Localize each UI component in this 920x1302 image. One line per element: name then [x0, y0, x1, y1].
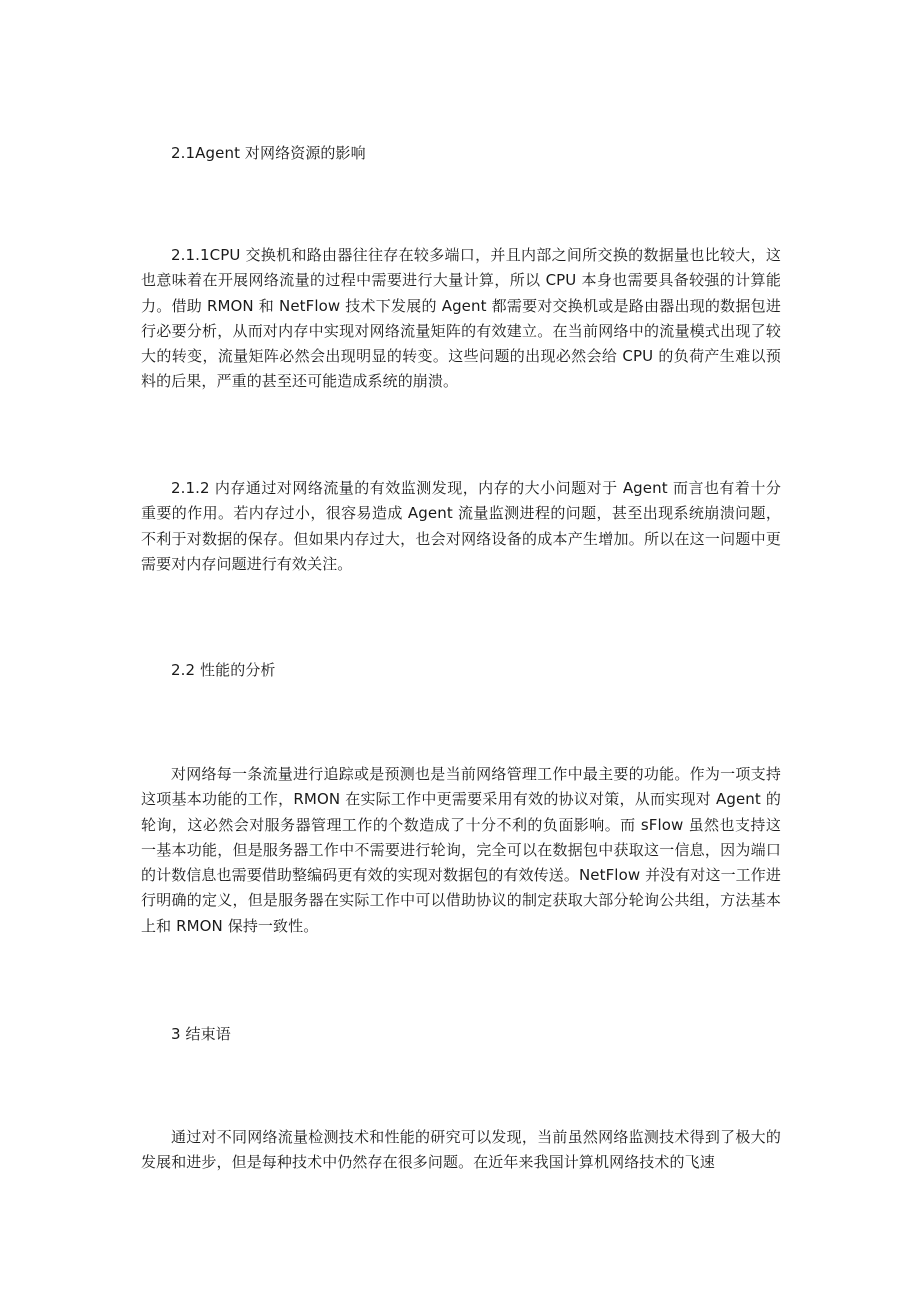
- paragraph-2-1-2-memory: 2.1.2 内存通过对网络流量的有效监测发现，内存的大小问题对于 Agent 而言也有着十分重要的作用。若内存过小，很容易造成 Agent 流量监测进程的问题，甚至出现系统崩溃问题，不利于对数据的保存。但如果内存过大，也会对网络设备的成本产生增加。所以在这一问题中更需要对内存问题进行有效关注。: [141, 479, 781, 573]
- paragraph-conclusion: 通过对不同网络流量检测技术和性能的研究可以发现，当前虽然网络监测技术得到了极大的发展和进步，但是每种技术中仍然存在很多问题。在近年来我国计算机网络技术的飞速: [141, 1128, 781, 1172]
- paragraph-performance-analysis: 对网络每一条流量进行追踪或是预测也是当前网络管理工作中最主要的功能。作为一项支持这项基本功能的工作，RMON 在实际工作中更需要采用有效的协议对策，从而实现对 Agent 的轮询，这必然会对服务器管理工作的个数造成了十分不利的负面影响。而 sFlow 虽然也支持这一基本功能，但是服务器工作中不需要进行轮询，完全可以在数据包中获取这一信息，因为端口的计数信息也需要借助整编码更有效的实现对数据包的有效传送。NetFlow 并没有对这一工作进行明确的定义，但是服务器在实际工作中可以借助协议的制定获取大部分轮询公共组，方法基本上和 RMON 保持一致性。: [141, 765, 781, 935]
- section-heading-2-1: 2.1Agent 对网络资源的影响: [171, 144, 366, 162]
- paragraph-2-1-1-cpu: 2.1.1CPU 交换机和路由器往往存在较多端口，并且内部之间所交换的数据量也比较大，这也意味着在开展网络流量的过程中需要进行大量计算，所以 CPU 本身也需要具备较强的计算能力。借助 RMON 和 NetFlow 技术下发展的 Agent 都需要对交换机或是路由器出现的数据包进行必要分析，从而对内存中实现对网络流量矩阵的有效建立。在当前网络中的流量模式出现了较大的转变，流量矩阵必然会出现明显的转变。这些问题的出现必然会给 CPU 的负荷产生难以预料的后果，严重的甚至还可能造成系统的崩溃。: [141, 246, 781, 391]
- section-heading-3-conclusion: 3 结束语: [171, 1025, 231, 1043]
- section-heading-2-2: 2.2 性能的分析: [171, 661, 276, 679]
